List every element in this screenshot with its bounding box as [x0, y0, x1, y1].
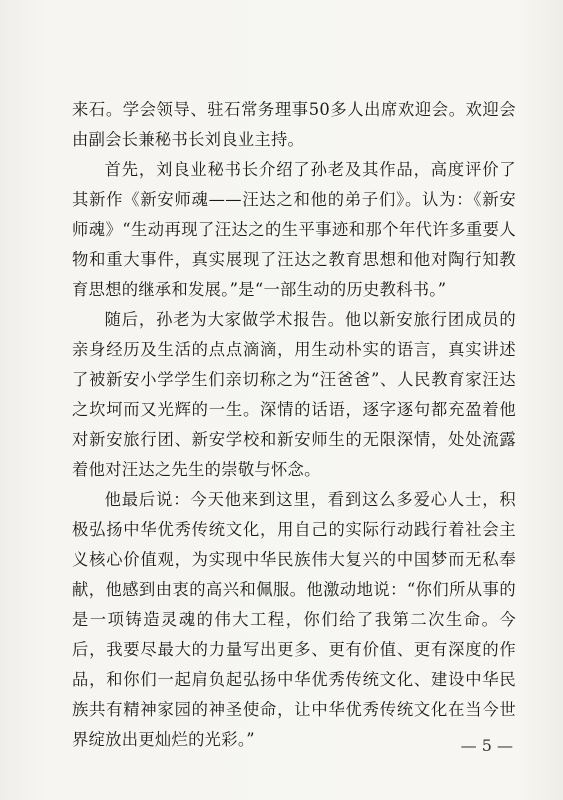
body-text: [72, 95, 516, 755]
page-number: — 5 —: [460, 736, 513, 755]
paragraph-3: 随后，孙老为大家做学术报告。他以新安旅行团成员的亲身经历及生活的点点滴滴，用生动朴实的语言，真实讲述了被新安小学学生们亲切称之为“汪爸爸”、人民教育家汪达之坎坷而又光辉的一生。深情的话语，逐字逐句都充盈着他对新安旅行团、新安学校和新安师生的无限深情，处处流露着他对汪达之先生的崇敬与怀念。: [72, 310, 516, 479]
paragraph-2: 首先，刘良业秘书长介绍了孙老及其作品，高度评价了其新作《新安师魂——汪达之和他的弟子们》。认为：《新安师魂》“生动再现了汪达之的生平事迹和那个年代许多重要人物和重大事件，真实展现了汪达之教育思想和他对陶行知教育思想的继承和发展。”是“一部生动的历史教科书。”: [72, 160, 516, 299]
paragraph-1: 来石。学会领导、驻石常务理事50多人出席欢迎会。欢迎会由副会长兼秘书长刘良业主持。: [72, 100, 516, 149]
paragraph-4: 他最后说：今天他来到这里，看到这么多爱心人士，积极弘扬中华优秀传统文化，用自己的实际行动践行着社会主义核心价值观，为实现中华民族伟大复兴的中国梦而无私奉献，他感到由衷的高兴和佩服。他激动地说：“你们所从事的是一项铸造灵魂的伟大工程，你们给了我第二次生命。今后，我要尽最大的力量写出更多、更有价值、更有深度的作品，和你们一起肩负起弘扬中华优秀传统文化、建设中华民族共有精神家园的神圣使命，让中华优秀传统文化在当今世界绽放出更灿烂的光彩。”: [72, 490, 516, 749]
